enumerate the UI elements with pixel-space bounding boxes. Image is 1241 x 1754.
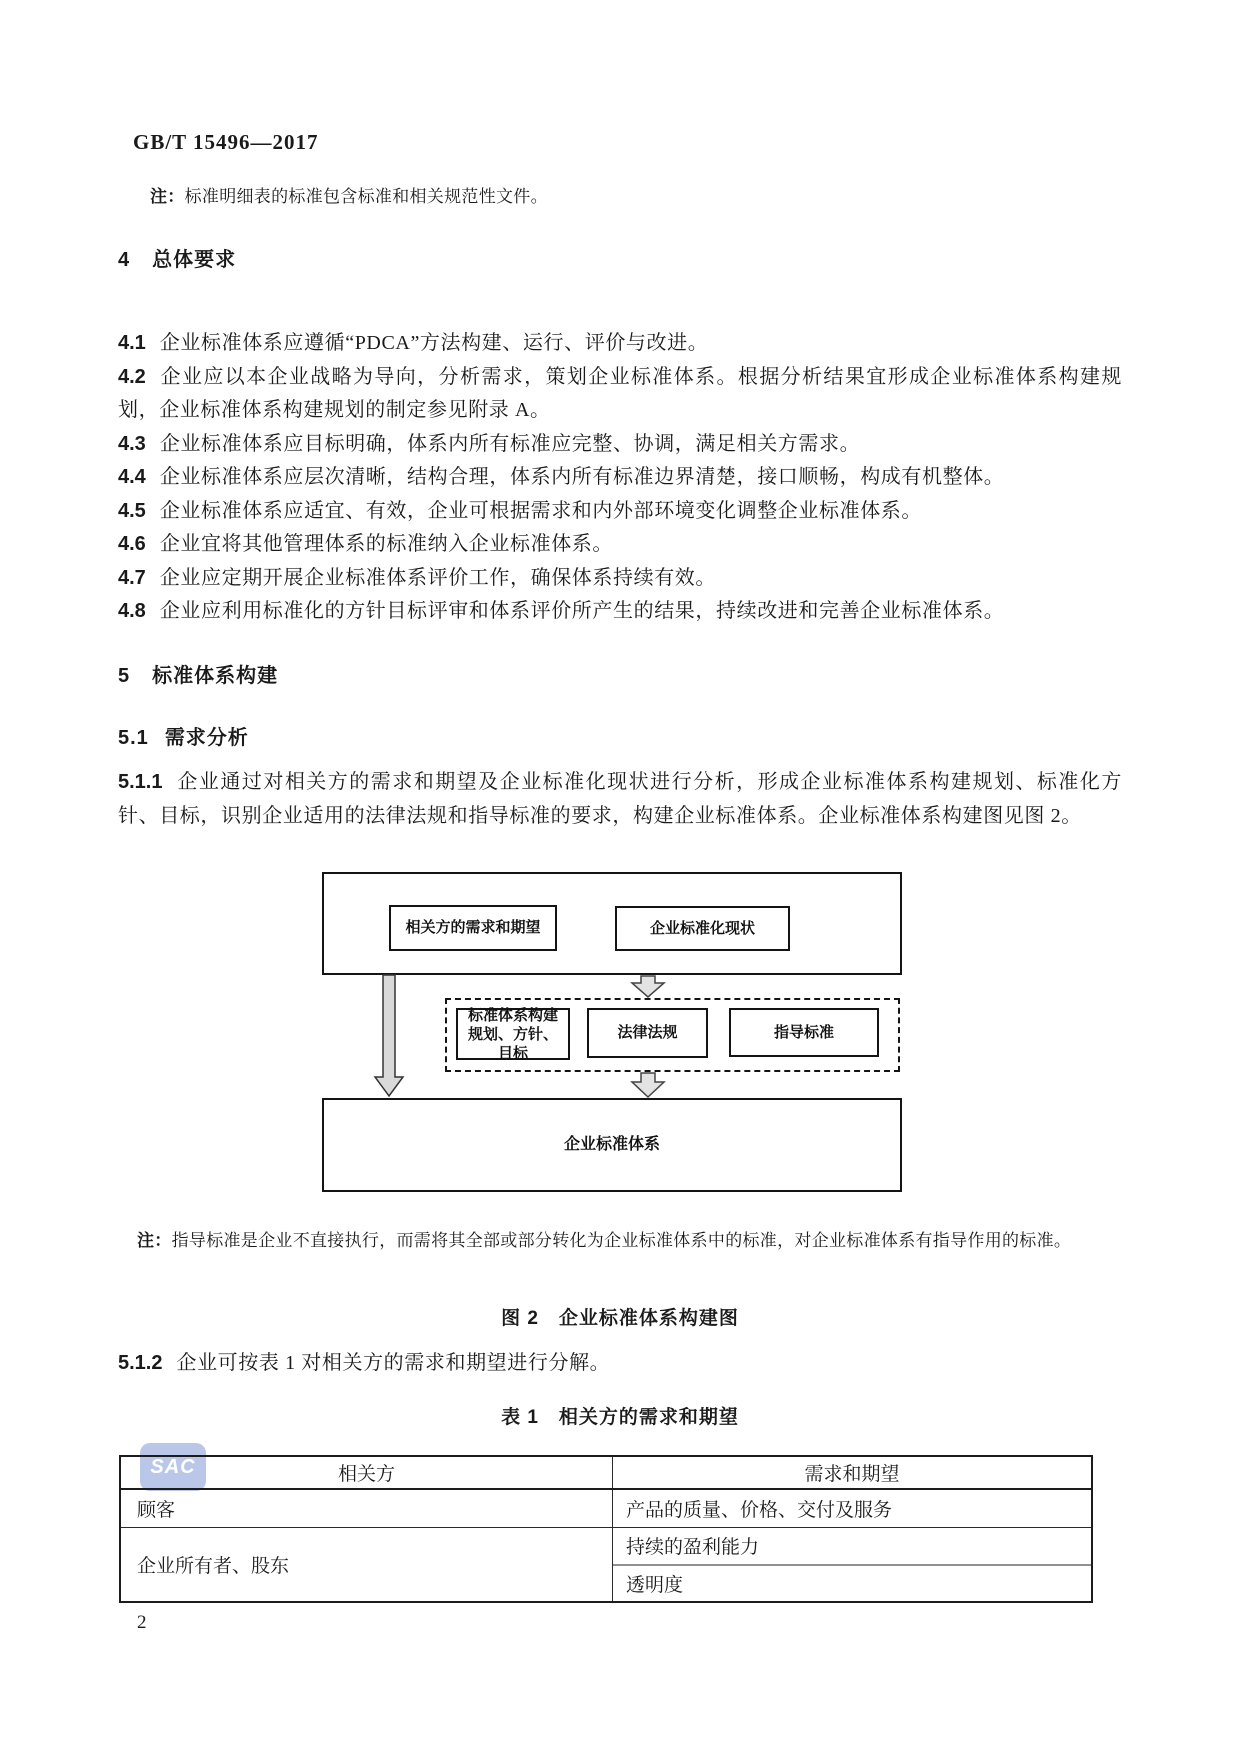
sac-watermark: SAC	[140, 1443, 206, 1491]
figure-arrows	[322, 872, 902, 1192]
figure-box-label: 企业标准化现状	[649, 919, 755, 937]
table-cell-needs: 持续的盈利能力	[613, 1528, 1091, 1566]
section-4-number: 4	[118, 249, 131, 271]
down-arrow-middle-top-icon	[632, 976, 664, 997]
table-row	[121, 1490, 1091, 1528]
clause-5-1-2	[118, 1347, 1122, 1381]
figure-box-label: 企业标准体系	[563, 1136, 660, 1153]
down-arrow-middle-bottom-icon	[632, 1073, 664, 1097]
clause-number: 5.1.2	[118, 1352, 163, 1374]
note-label: 注：	[137, 1231, 172, 1250]
section-5-1-title: 需求分析	[164, 727, 249, 749]
page-number: 2	[137, 1612, 147, 1633]
table-cell-needs: 产品的质量、价格、交付及服务	[626, 1500, 893, 1521]
section-5-number: 5	[118, 665, 131, 687]
clause-number: 4.2	[118, 365, 146, 388]
clause-text: 企业标准体系应遵循“PDCA”方法构建、运行、评价与改进。	[159, 332, 709, 354]
section-4-clauses	[118, 327, 1122, 629]
clause-4-6	[118, 528, 1122, 562]
table-header-needs: 需求和期望	[804, 1464, 900, 1485]
clause-text: 企业可按表 1 对相关方的需求和期望进行分解。	[176, 1352, 611, 1374]
section-5-1-number: 5.1	[118, 727, 149, 749]
figure-box-label: 标准体系构建规划、方针、目标	[467, 1006, 558, 1062]
table-cell-needs-group	[613, 1528, 1091, 1601]
table-cell-party: 企业所有者、股东	[121, 1528, 613, 1601]
table-1-title: 表 1 相关方的需求和期望	[501, 1407, 739, 1428]
figure-2-diagram	[322, 872, 902, 1192]
top-note	[150, 183, 548, 211]
clause-text: 企业标准体系应层次清晰，结构合理，体系内所有标准边界清楚，接口顺畅，构成有机整体。	[159, 466, 1005, 488]
section-5-title: 标准体系构建	[152, 665, 279, 687]
table-row	[121, 1528, 1091, 1601]
standard-number-header: GB/T 15496—2017	[133, 130, 319, 154]
clause-number: 4.1	[118, 332, 146, 354]
table-cell-party: 顾客	[121, 1490, 613, 1527]
clause-number: 4.5	[118, 499, 146, 522]
section-4-heading	[118, 243, 236, 272]
figure-note	[137, 1227, 1125, 1255]
clause-4-3	[118, 428, 1122, 462]
table-header-party: 相关方	[121, 1457, 613, 1488]
clause-4-1	[118, 327, 1122, 361]
clause-number: 4.6	[118, 533, 146, 555]
section-5-heading	[118, 659, 278, 688]
clause-text: 企业通过对相关方的需求和期望及企业标准化现状进行分析，形成企业标准体系构建规划、标准化方针、目标，识别企业适用的法律法规和指导标准的要求，构建企业标准体系。企业标准体系构建图见图 2。	[118, 771, 1122, 827]
clause-4-5	[118, 495, 1122, 529]
clause-4-2	[118, 361, 1122, 428]
figure-box-label: 指导标准	[773, 1023, 834, 1041]
figure-box-label: 法律法规	[617, 1024, 678, 1041]
table-cell-needs: 透明度	[626, 1574, 684, 1596]
clause-number: 4.3	[118, 432, 146, 455]
figure-box-label: 相关方的需求和期望	[405, 919, 541, 936]
down-arrow-left-icon	[375, 975, 403, 1096]
clause-5-1-1	[118, 766, 1122, 833]
clause-number: 4.8	[118, 600, 146, 622]
clause-number: 4.7	[118, 566, 146, 589]
table-header-row	[121, 1457, 1091, 1490]
note-text: 指导标准是企业不直接执行，而需将其全部或部分转化为企业标准体系中的标准，对企业标准体系有指导作用的标准。	[171, 1231, 1072, 1250]
clause-4-8	[118, 595, 1122, 629]
table-1	[119, 1455, 1093, 1603]
clause-text: 企业标准体系应适宜、有效，企业可根据需求和内外部环境变化调整企业标准体系。	[159, 499, 923, 522]
section-5-1-heading	[118, 721, 249, 750]
clause-number: 5.1.1	[118, 771, 163, 793]
clause-4-7	[118, 562, 1122, 596]
clause-text: 企业应以本企业战略为导向，分析需求，策划企业标准体系。根据分析结果宜形成企业标准体系构建规划，企业标准体系构建规划的制定参见附录 A。	[118, 365, 1122, 421]
clause-text: 企业应定期开展企业标准体系评价工作，确保体系持续有效。	[159, 566, 717, 589]
note-text: 标准明细表的标准包含标准和相关规范性文件。	[184, 187, 548, 206]
clause-number: 4.4	[118, 466, 146, 488]
clause-text: 企业宜将其他管理体系的标准纳入企业标准体系。	[159, 533, 614, 555]
note-label: 注：	[150, 187, 185, 206]
clause-text: 企业标准体系应目标明确，体系内所有标准应完整、协调，满足相关方需求。	[159, 432, 861, 455]
figure-2-caption: 图 2 企业标准体系构建图	[501, 1308, 739, 1329]
clause-4-4	[118, 461, 1122, 495]
section-4-title: 总体要求	[152, 249, 237, 271]
clause-text: 企业应利用标准化的方针目标评审和体系评价所产生的结果，持续改进和完善企业标准体系。	[159, 600, 1005, 622]
